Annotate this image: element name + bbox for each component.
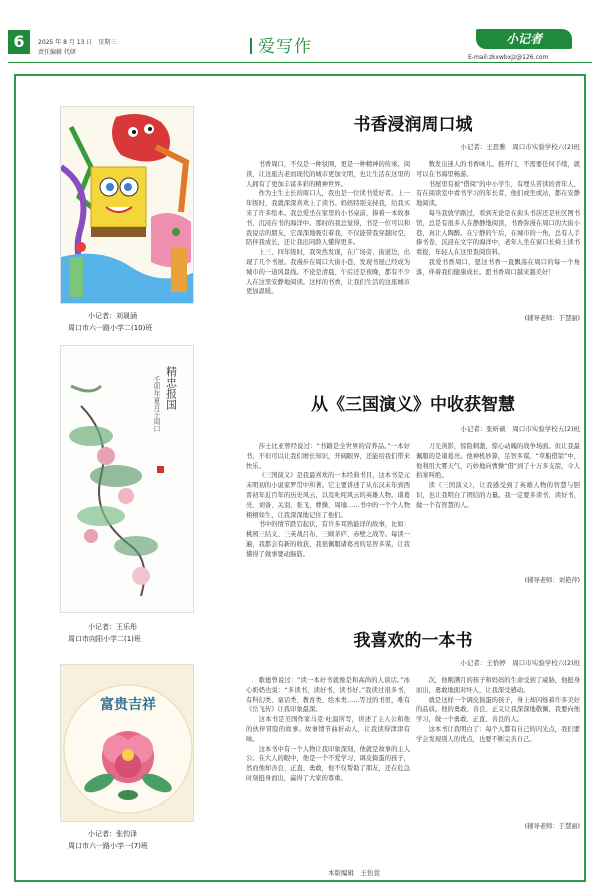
section-label: 爱写作 [258, 37, 312, 57]
article-3-mentor: (辅导老师：于慧丽) [524, 823, 580, 830]
article-1-mentor: (辅导老师：于慧丽) [524, 315, 580, 322]
article-1-paragraph: 我爱书香周口，愿这书香一直飘荡在周口的每一个角落，伴着我们健康成长。愿书香周口越来越美好！ [416, 258, 580, 276]
caption-2-name: 小记者：王乐彤 [88, 623, 137, 631]
article-3-paragraph: 就是这样一个调皮捣蛋的孩子，身上却闪烁着许多美好的品质。他的勇敢、善良、正义让我深深地敬佩，我要向他学习，做一个勇敢、正直、善良的人。 [416, 696, 580, 724]
article-1-paragraph: 上三、四年级时，我突然发现，在广场旁、街道边，出现了几个书屋。我漫步在周口大街小巷，发现书屋已经成为城市的一道风景线。不论是清晨、午后还是夜晚，都有不少人在这里安静地阅读。这样的书香，让我们生活的这座城市更加温暖。 [246, 249, 410, 296]
article-3-byline: 小记者：王恰婷 周口市实验学校六(2)班 [460, 659, 580, 667]
spongebob-drawing [61, 107, 194, 304]
painting-3-banner: 富贵吉祥 [100, 697, 156, 713]
article-1-byline: 小记者：王思雅 周口市实验学校六(2)班 [460, 143, 580, 151]
brand-logo: 小记者 [476, 29, 572, 49]
issue-date: 2025 年 8 月 13 日 星期三 [38, 39, 117, 46]
article-3-paragraph: 歌德曾说过：“读一本好书就像是和高尚的人谈话。”冰心奶奶也说：“多读书，读好书，读书好。”我读过很多书，有科幻类、童话类、教育类、绘本类……等过的书里，唯有《岳飞传》让我印象最深。 [246, 677, 410, 714]
article-3-paragraph: 这本书是美国作家马克·吐温所写，讲述了主人公和他的伙伴冒险的故事。故事情节曲折动人，让我读得津津有味。 [246, 716, 410, 743]
painting-2 [60, 345, 194, 613]
article-1-title: 书香浸润周口城 [353, 115, 473, 135]
article-2-mentor: (辅导老师：刘艳萍) [524, 577, 580, 584]
caption-1-school: 周口市六一路小学二(10)班 [68, 324, 153, 332]
caption-3-name: 小记者：张钧泽 [88, 830, 137, 838]
article-1-paragraph: 书香周口，不仅是一种氛围，更是一种精神的传承。阅读，让这座古老而现代的城市更加文明，也让生活在这里的人拥有了更加丰富多彩的精神世界。 [246, 161, 410, 188]
peony-painting [61, 665, 194, 822]
section-title [250, 32, 312, 57]
painting-2-text: 精忠报国 [164, 366, 178, 410]
contact-email: E-mail:zkxwbxjz@126.com [468, 54, 549, 61]
painting-2-note: 壬卯年夏月于周口 [153, 376, 161, 432]
article-2-paragraph: 书中的情节跌宕起伏，有许多耳熟能详的故事，比如：桃园三结义、三英战吕布、三顾茅庐、赤壁之战等。每读一遍，我都会有新的收获，我很佩服诸葛亮的足智多谋，让我懂得了做事要动脑筋。 [246, 521, 410, 558]
article-3-title: 我喜欢的一本书 [353, 631, 473, 651]
article-2-col-2 [416, 442, 580, 572]
article-2-paragraph: 莎士比亚曾经说过：“书籍是全世界的营养品。”一本好书，不但可以让我们增长知识，开阔眼界，还能给我们带来快乐。 [246, 443, 410, 470]
caption-1-name: 小记者：刘晟涵 [88, 312, 137, 320]
article-3-paragraph: 这本书让我明白了：每个人都有自己的闪光点，我们要学会发现别人的优点，也要不断完善自己。 [416, 725, 580, 743]
article-3-paragraph: 次，他刚满月的孩子和妈妈的生命受到了威胁，他挺身而出，勇敢地面对坏人，让我深受感动。 [416, 677, 580, 694]
responsible-editor: 责任编辑 代研 [38, 49, 76, 56]
section-bar [250, 38, 252, 54]
caption-3-school: 周口市六一路小学一(7)班 [68, 842, 148, 850]
header-divider [8, 62, 592, 63]
article-2-paragraph: 读《三国演义》，让我感受到了英雄人物的智慧与胆识，也让我明白了团结的力量。我一定要多读书，读好书，做一个有智慧的人。 [416, 482, 580, 509]
caption-2-school: 周口市向阳小学二(1)班 [68, 635, 141, 643]
page-editor: 本版编辑 王怡萱 [328, 869, 380, 877]
article-1-paragraph: 每当我放学路过，看到无论是在街头书店还是社区图书馆，总是有很多人在静静地阅读，书香弥漫在周口的大街小巷，真让人陶醉。在宁静的午后，在城市的一角，总有人手捧书卷，沉浸在文字的海洋中，老年人坐在窗口长椅上读书看报，年轻人在这里查阅资料。 [416, 209, 580, 257]
article-2-col-1 [246, 442, 410, 580]
article-3-col-1 [246, 676, 410, 834]
article-1-paragraph: 书屋里有被“借阅”的中小学生，有埋头苦读的青年人，有在阅读室中看书学习的年长者，他们或坐或站，都在安静地阅读。 [416, 180, 580, 208]
article-3-paragraph: 这本书中有一个人物让我印象深刻，他就是故事的主人公。在大人的眼中，他是一个不爱学习、调皮捣蛋的孩子，然而他却善良、正直、勇敢，他不仅帮助了朋友，还在危急时刻挺身而出，赢得了大家的尊重。 [246, 745, 410, 782]
article-1-col-2 [416, 160, 580, 310]
article-1-col-1 [246, 160, 410, 310]
article-2-paragraph: 《三国演义》是我最喜欢的一本经典书目，这本书是元末明初的小说家罗贯中所著。它主要讲述了从东汉末年到西晋初年近百年的历史风云，以及叱咤风云的英雄人物。诸葛亮、刘备、关羽、张飞、曹操、周瑜……书中的一个个人物栩栩如生，让我深深地记住了他们。 [246, 472, 410, 519]
article-2-title: 从《三国演义》中收获智慧 [311, 395, 515, 415]
article-1-paragraph: 数发出迷人的书香味儿。推开门，不需要任何手续，就可以在书海里畅游。 [416, 161, 580, 178]
ink-painting [61, 346, 194, 613]
article-3-col-2 [416, 676, 580, 816]
article-2-byline: 小记者：张昕硕 周口市实验学校五(2)班 [460, 425, 580, 433]
painting-3 [60, 664, 194, 822]
article-1-paragraph: 作为土生土长的周口人，我也是一位读书爱好者。上一年级时，我就深深喜欢上了读书。妈妈特别支持我，给我买来了许多绘本。我总爱坐在家里的小书桌前，捧着一本故事书，沉浸在书的海洋中。那时的我总觉得，书是一位可以和我说话的朋友，它深深地吸引着我，不仅能带我穿越时空，陪伴我成长，还让我出同龄人懂得更多。 [246, 190, 410, 247]
page-number: 6 [8, 30, 30, 54]
page-header [0, 0, 600, 66]
article-2-paragraph: 刀光剑影，惊险刺激，惊心动魄的战争场面。但让我最佩服的是诸葛亮。他神机妙算，足智多谋。“草船借箭”中，他利用大雾天气，巧妙地向曹操“借”到了十万多支箭，令人拍案叫绝。 [416, 443, 580, 480]
painting-1 [60, 106, 194, 304]
